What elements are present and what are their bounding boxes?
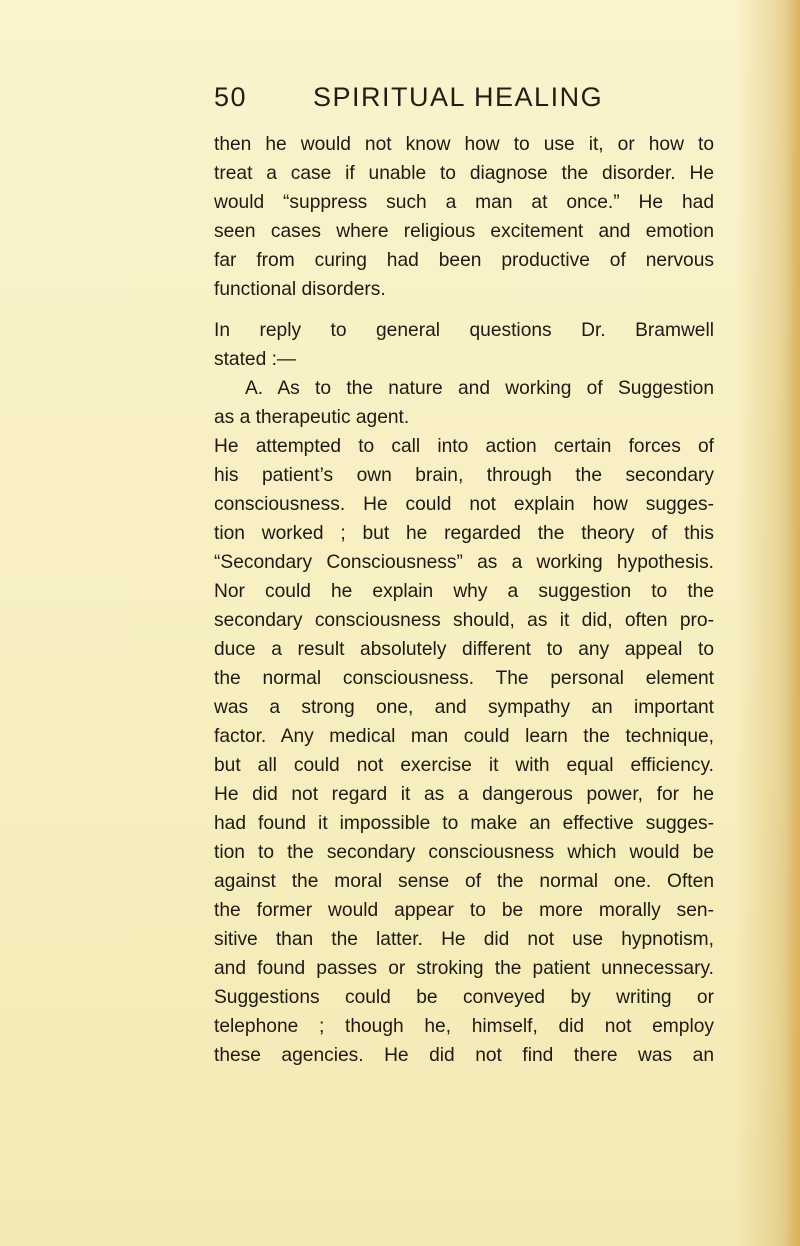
paragraph-4 bbox=[214, 432, 714, 1070]
text-line: Suggestions could be conveyed by writing or bbox=[214, 987, 714, 1008]
text-line: the former would appear to be more morally sen- bbox=[214, 900, 714, 921]
text-line: and found passes or stroking the patient unnecessary. bbox=[214, 958, 714, 979]
text-line: was a strong one, and sympathy an important bbox=[214, 697, 714, 718]
text-line: secondary consciousness should, as it did, often pro- bbox=[214, 610, 714, 631]
book-page bbox=[214, 78, 714, 1070]
text-line: functional disorders. bbox=[214, 279, 386, 300]
paragraph-1 bbox=[214, 130, 714, 304]
text-line: sitive than the latter. He did not use hypnotism, bbox=[214, 929, 714, 950]
text-line: but all could not exercise it with equal efficiency. bbox=[214, 755, 714, 776]
running-header bbox=[214, 78, 714, 130]
running-title: SPIRITUAL HEALING bbox=[313, 82, 604, 112]
text-line: He attempted to call into action certain forces of bbox=[214, 436, 714, 457]
text-line: “Secondary Consciousness” as a working hypothesis. bbox=[214, 552, 714, 573]
text-line: treat a case if unable to diagnose the disorder. He bbox=[214, 163, 714, 184]
paragraph-2 bbox=[214, 316, 714, 374]
text-line: factor. Any medical man could learn the technique, bbox=[214, 726, 714, 747]
body-text bbox=[214, 130, 714, 1070]
text-line: telephone ; though he, himself, did not employ bbox=[214, 1016, 714, 1037]
text-line: these agencies. He did not find there was an bbox=[214, 1045, 714, 1066]
text-line: stated :— bbox=[214, 349, 297, 370]
text-line: the normal consciousness. The personal element bbox=[214, 668, 714, 689]
text-line: far from curing had been productive of nervous bbox=[214, 250, 714, 271]
text-line: duce a result absolutely different to any appeal to bbox=[214, 639, 714, 660]
text-line: In reply to general questions Dr. Bramwell bbox=[214, 320, 714, 341]
text-line: Nor could he explain why a suggestion to the bbox=[214, 581, 714, 602]
text-line: consciousness. He could not explain how sugges- bbox=[214, 494, 714, 515]
text-line: seen cases where religious excitement and emotion bbox=[214, 221, 714, 242]
text-line: against the moral sense of the normal one. Often bbox=[214, 871, 714, 892]
text-line: A. As to the nature and working of Suggestion bbox=[245, 378, 714, 399]
page-edge-stain bbox=[786, 0, 800, 1246]
paragraph-3 bbox=[214, 374, 714, 432]
text-line: had found it impossible to make an effective sugges- bbox=[214, 813, 714, 834]
text-line: He did not regard it as a dangerous power, for he bbox=[214, 784, 714, 805]
text-line: tion worked ; but he regarded the theory of this bbox=[214, 523, 714, 544]
text-line: as a therapeutic agent. bbox=[214, 407, 410, 428]
text-line: would “suppress such a man at once.” He had bbox=[214, 192, 714, 213]
text-line: his patient’s own brain, through the secondary bbox=[214, 465, 714, 486]
text-line: then he would not know how to use it, or how to bbox=[214, 134, 714, 155]
page-number: 50 bbox=[214, 82, 248, 112]
text-line: tion to the secondary consciousness which would be bbox=[214, 842, 714, 863]
